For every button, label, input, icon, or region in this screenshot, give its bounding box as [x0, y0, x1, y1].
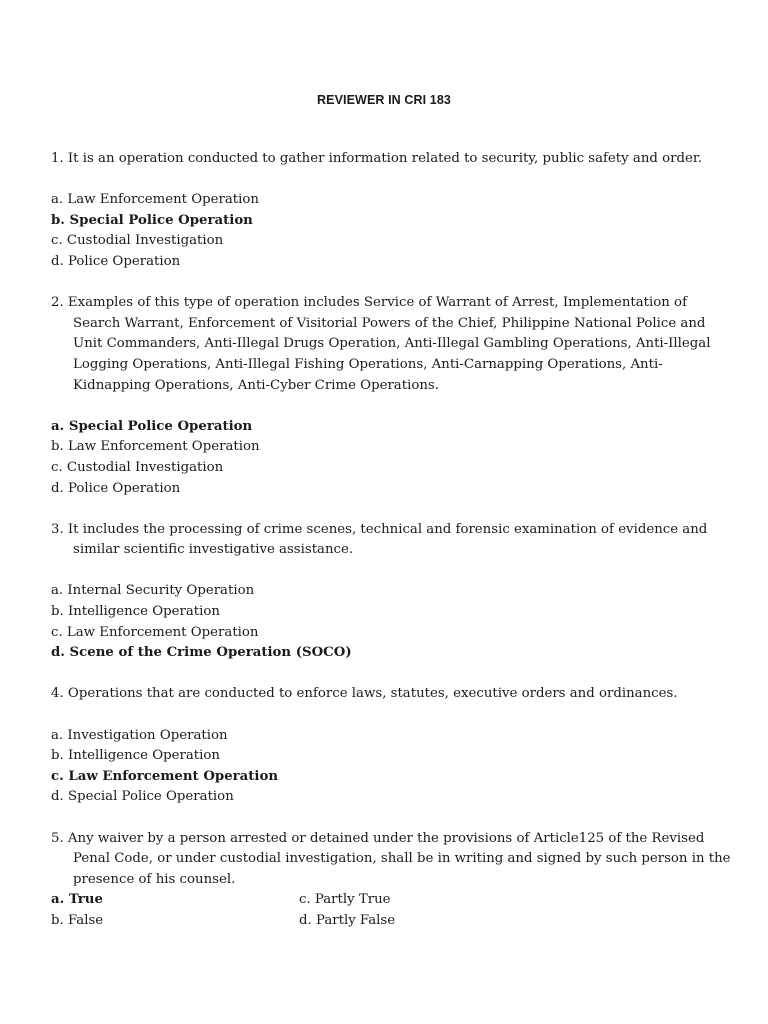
- question-4-text: 4. Operations that are conducted to enforce laws, statutes, executive orders and ordinances.: [51, 686, 678, 702]
- q4-option-d: d. Special Police Operation: [51, 789, 234, 805]
- q4-option-b: b. Intelligence Operation: [51, 748, 220, 764]
- q4-option-c-answer: c. Law Enforcement Operation: [51, 768, 279, 784]
- q5-option-c: c. Partly True: [299, 892, 391, 908]
- q3-option-a: a. Internal Security Operation: [51, 583, 255, 599]
- q3-option-b: b. Intelligence Operation: [51, 604, 220, 620]
- q1-option-a: a. Law Enforcement Operation: [51, 192, 259, 208]
- q1-option-c: c. Custodial Investigation: [51, 233, 224, 249]
- q1-option-d: d. Police Operation: [51, 253, 181, 269]
- q3-option-d-answer: d. Scene of the Crime Operation (SOCO): [51, 645, 352, 661]
- q2-option-c: c. Custodial Investigation: [51, 459, 224, 475]
- q1-option-b-answer: b. Special Police Operation: [51, 212, 253, 228]
- q4-option-a: a. Investigation Operation: [51, 727, 228, 743]
- q2-option-a-answer: a. Special Police Operation: [51, 418, 253, 434]
- question-list: [51, 149, 731, 932]
- question-1-options: [51, 190, 731, 272]
- question-5-options: [51, 890, 731, 931]
- question-3-text: 3. It includes the processing of crime scenes, technical and forensic examination of evidence and similar scientific investigative assistance.: [51, 521, 708, 558]
- document-title: REVIEWER IN CRI 183: [317, 93, 451, 107]
- q5-option-b: b. False: [51, 912, 104, 928]
- question-3-options: [51, 581, 731, 663]
- question-1-text: 1. It is an operation conducted to gather information related to security, public safety and order.: [51, 151, 702, 166]
- question-2-text: 2. Examples of this type of operation includes Service of Warrant of Arrest, Implementation of Search Warrant, Enforcement of Visitorial Powers of the Chief, Philippine National Police and Unit Commanders, Anti-Illegal Drugs Operation, Anti-Illegal Gambling Operations, Anti-Illegal Logging Operations, Anti-Illegal Fishing Operations, Anti-Carnapping Operations, Anti-Kidnapping Operations, Anti-Cyber Crime Operations.: [51, 295, 711, 393]
- question-5-text: 5. Any waiver by a person arrested or detained under the provisions of Article125 of the Revised Penal Code, or under custodial investigation, shall be in writing and signed by such person in the presence of his counsel.: [51, 830, 731, 887]
- q5-option-d: d. Partly False: [299, 912, 396, 928]
- q2-option-d: d. Police Operation: [51, 480, 181, 496]
- q3-option-c: c. Law Enforcement Operation: [51, 624, 259, 640]
- question-2-options: [51, 417, 731, 499]
- q5-option-a-answer: a. True: [51, 892, 103, 908]
- question-4-options: [51, 726, 731, 808]
- q2-option-b: b. Law Enforcement Operation: [51, 439, 260, 455]
